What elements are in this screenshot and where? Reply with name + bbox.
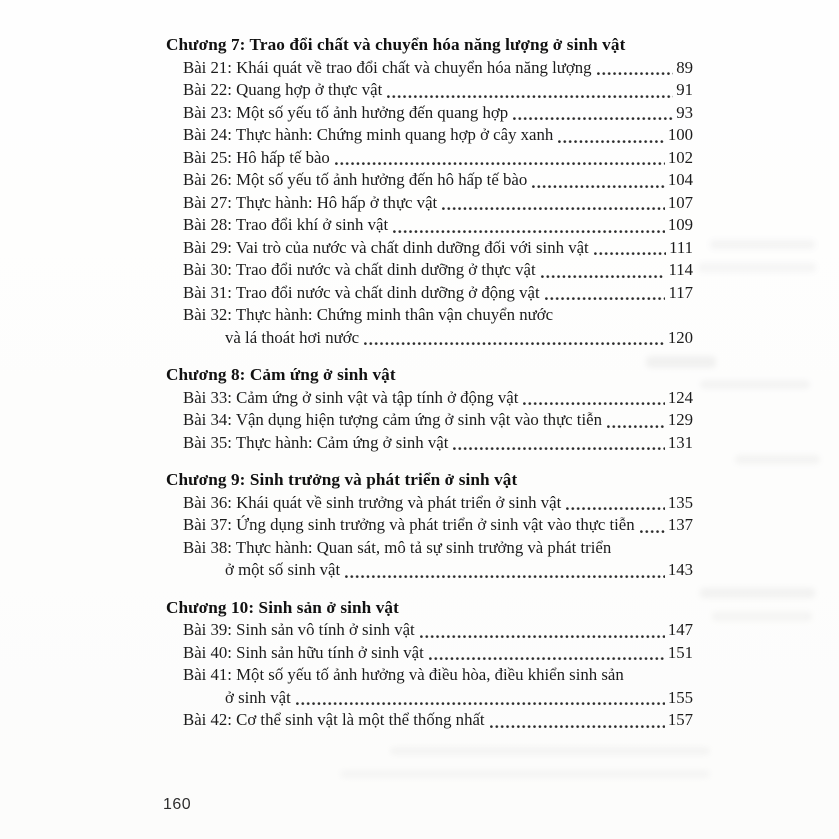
toc-entry-page: 143 [667,560,693,579]
toc-entry-page: 157 [667,710,693,729]
toc-chapter-8 [166,364,693,454]
toc-entry-title: Bài 35: Thực hành: Cảm ứng ở sinh vật [183,432,449,452]
toc-entry-page: 124 [667,387,693,407]
dot-leader [442,206,665,211]
toc-entry-title: Bài 36: Khái quát về sinh trưởng và phát triển ở sinh vật [183,492,562,512]
dot-leader [387,94,673,99]
scan-artifact [710,240,815,249]
toc-entry-title: ở một số sinh vật [225,560,341,579]
toc-chapter-9 [166,469,693,582]
scan-artifact [735,455,820,464]
toc-entry-title: Bài 34: Vận dụng hiện tượng cảm ứng ở sinh vật vào thực tiễn [183,410,602,429]
toc-entry-title: Bài 23: Một số yếu tố ảnh hưởng đến quang hợp [183,102,509,122]
dot-leader [420,634,665,639]
toc-entry [166,124,693,147]
dot-leader [541,274,666,279]
toc-entry-title: Bài 37: Ứng dụng sinh trưởng và phát triển ở sinh vật vào thực tiễn [183,515,635,534]
chapter-heading: Chương 10: Sinh sản ở sinh vật [166,597,399,617]
toc-entry-title: Bài 24: Thực hành: Chứng minh quang hợp ở cây xanh [183,125,554,144]
chapter-heading: Chương 9: Sinh trưởng và phát triển ở sinh vật [166,470,518,489]
scan-artifact [712,612,812,621]
toc-entry [166,214,693,237]
toc-entry-page: 137 [667,515,693,534]
toc-entry-title: Bài 32: Thực hành: Chứng minh thân vận chuyển nước [183,305,554,324]
dot-leader [558,139,665,144]
toc-entry-title: và lá thoát hơi nước [225,327,360,347]
toc-entry-page: 91 [676,80,693,99]
toc-entry [166,57,693,80]
toc-entry-title: Bài 28: Trao đổi khí ở sinh vật [183,215,389,234]
toc-entry-title: Bài 31: Trao đổi nước và chất dinh dưỡng ở động vật [183,282,540,302]
dot-leader [523,401,664,406]
dot-leader [607,424,665,429]
toc-entry [166,709,693,732]
toc-entry-title: Bài 39: Sinh sản vô tính ở sinh vật [183,620,415,639]
toc-entry [166,169,693,192]
toc-entry-title: ở sinh vật [225,687,291,707]
toc-entry [166,514,693,537]
table-of-contents [166,34,693,732]
dot-leader [296,701,665,706]
toc-chapter-10 [166,597,693,732]
toc-entry-continuation [166,559,693,582]
toc-entry-title: Bài 41: Một số yếu tố ảnh hưởng và điều hòa, điều khiển sinh sản [183,665,624,684]
toc-entry-title: Bài 40: Sinh sản hữu tính ở sinh vật [183,642,424,662]
toc-entry-title: Bài 30: Trao đổi nước và chất dinh dưỡng ở thực vật [183,260,536,279]
toc-entry [166,409,693,432]
toc-entry-page: 93 [676,102,693,122]
toc-entry-title: Bài 21: Khái quát về trao đổi chất và chuyển hóa năng lượng [183,57,592,77]
toc-entry-title: Bài 26: Một số yếu tố ảnh hưởng đến hô hấp tế bào [183,170,528,189]
toc-entry [166,282,693,305]
page-number: 160 [163,796,192,813]
toc-entry-page: 147 [667,620,693,639]
scan-artifact [340,770,710,778]
toc-entry [166,259,693,282]
toc-entry-page: 109 [667,215,693,234]
toc-entry-page: 131 [667,432,693,452]
dot-leader [364,341,665,346]
dot-leader [429,656,665,661]
toc-entry-title: Bài 25: Hô hấp tế bào [183,147,330,167]
toc-entry [166,642,693,665]
toc-entry-continuation [166,327,693,350]
toc-entry [166,192,693,215]
toc-entry [166,147,693,170]
dot-leader [513,116,673,121]
toc-entry-title: Bài 33: Cảm ứng ở sinh vật và tập tính ở động vật [183,387,519,407]
dot-leader [640,529,665,534]
toc-entry [166,237,693,260]
dot-leader [545,296,666,301]
toc-entry-page: 120 [667,327,693,347]
toc-entry [166,619,693,642]
scan-artifact [700,588,815,598]
toc-entry-page: 89 [676,57,693,77]
toc-chapter-7 [166,34,693,349]
toc-entry-title: Bài 22: Quang hợp ở thực vật [183,80,383,99]
scan-artifact [390,747,710,755]
toc-entry [166,387,693,410]
dot-leader [597,71,674,76]
toc-entry-page: 151 [667,642,693,662]
toc-entry-page: 114 [668,260,693,279]
toc-entry-continuation [166,687,693,710]
toc-entry-title: Bài 38: Thực hành: Quan sát, mô tả sự sinh trưởng và phát triển [183,537,612,557]
toc-entry [166,492,693,515]
toc-entry-page: 129 [667,410,693,429]
toc-entry-page: 102 [667,147,693,167]
toc-entry [166,664,693,687]
toc-entry-page: 104 [667,170,693,189]
toc-entry-page: 100 [667,125,693,144]
toc-entry-title: Bài 42: Cơ thể sinh vật là một thể thống nhất [183,710,485,729]
dot-leader [532,184,665,189]
toc-entry-title: Bài 29: Vai trò của nước và chất dinh dưỡng đối với sinh vật [183,237,589,257]
toc-entry [166,79,693,102]
toc-entry-page: 117 [668,282,693,302]
toc-entry [166,102,693,125]
toc-entry-title: Bài 27: Thực hành: Hô hấp ở thực vật [183,192,438,212]
toc-entry-page: 155 [667,687,693,707]
toc-entry [166,537,693,560]
scan-artifact [698,263,816,272]
dot-leader [345,574,665,579]
dot-leader [453,446,664,451]
toc-entry-page: 135 [667,492,693,512]
chapter-heading: Chương 8: Cảm ứng ở sinh vật [166,365,396,384]
toc-entry [166,432,693,455]
dot-leader [335,161,665,166]
toc-entry-page: 111 [669,237,693,257]
toc-entry [166,304,693,327]
dot-leader [393,229,665,234]
dot-leader [490,724,665,729]
dot-leader [594,251,666,256]
dot-leader [566,506,665,511]
scan-artifact [700,380,810,389]
chapter-heading: Chương 7: Trao đổi chất và chuyển hóa năng lượng ở sinh vật [166,35,626,54]
toc-entry-page: 107 [667,192,693,212]
